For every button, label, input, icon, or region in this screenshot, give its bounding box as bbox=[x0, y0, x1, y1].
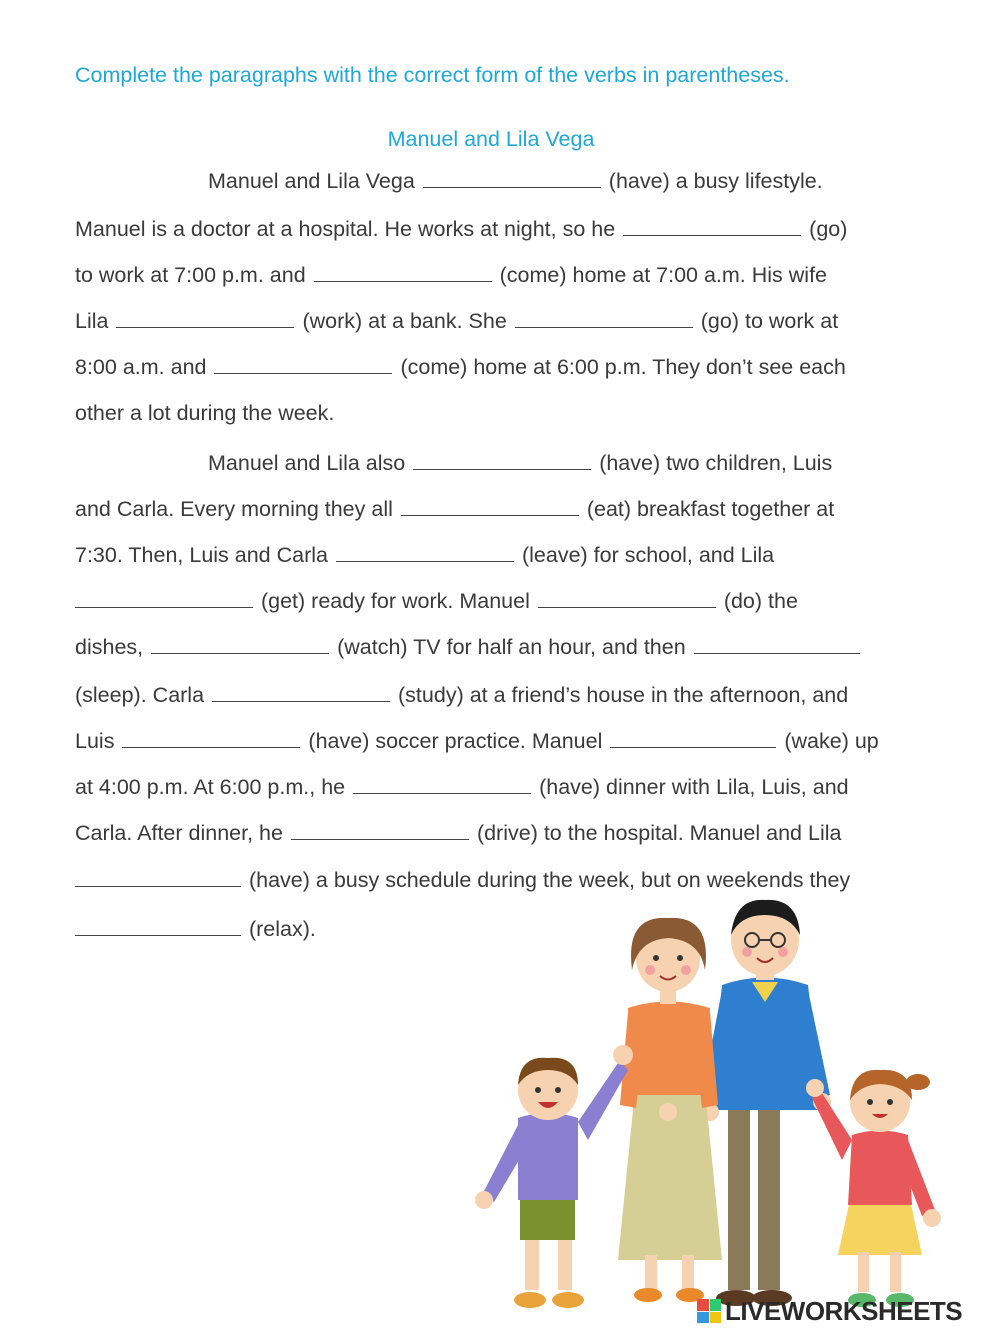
answer-blank[interactable] bbox=[314, 261, 492, 282]
answer-blank[interactable] bbox=[413, 449, 591, 470]
boy-figure bbox=[475, 1045, 633, 1308]
text-line: (relax). bbox=[75, 915, 316, 943]
text-line: Manuel and Lila Vega (have) a busy lifestyle. bbox=[208, 169, 823, 193]
liveworksheets-watermark bbox=[697, 1296, 962, 1326]
text-line: Manuel and Lila also (have) two children, Luis bbox=[208, 451, 833, 475]
answer-blank[interactable] bbox=[401, 495, 579, 516]
answer-blank[interactable] bbox=[515, 307, 693, 328]
answer-blank[interactable] bbox=[151, 633, 329, 654]
answer-blank[interactable] bbox=[75, 587, 253, 608]
answer-blank[interactable] bbox=[75, 915, 241, 936]
worksheet-title: Manuel and Lila Vega bbox=[387, 127, 595, 151]
text-line: Lila (work) at a bank. She (go) to work at bbox=[75, 309, 839, 333]
liveworksheets-logo-icon bbox=[697, 1299, 721, 1323]
text-line: 8:00 a.m. and (come) home at 6:00 p.m. They don’t see each bbox=[75, 355, 846, 379]
answer-blank[interactable] bbox=[75, 866, 241, 887]
answer-blank[interactable] bbox=[291, 819, 469, 840]
answer-blank[interactable] bbox=[336, 541, 514, 562]
text-line: Manuel is a doctor at a hospital. He works at night, so he (go) bbox=[75, 217, 848, 241]
answer-blank[interactable] bbox=[694, 633, 860, 654]
text-line: and Carla. Every morning they all (eat) breakfast together at bbox=[75, 497, 835, 521]
instructions: Complete the paragraphs with the correct form of the verbs in parentheses. bbox=[75, 63, 790, 87]
girl-figure bbox=[806, 1070, 941, 1307]
text-line: to work at 7:00 p.m. and (come) home at 7:00 a.m. His wife bbox=[75, 263, 828, 287]
answer-blank[interactable] bbox=[623, 215, 801, 236]
mother-figure bbox=[618, 918, 722, 1302]
answer-blank[interactable] bbox=[212, 681, 390, 702]
watermark-text: LIVEWORKSHEETS bbox=[725, 1295, 963, 1326]
answer-blank[interactable] bbox=[116, 307, 294, 328]
text-line: at 4:00 p.m. At 6:00 p.m., he (have) dinner with Lila, Luis, and bbox=[75, 775, 849, 799]
text-line: (have) a busy schedule during the week, but on weekends they bbox=[75, 866, 850, 894]
text-line: Luis (have) soccer practice. Manuel (wake) up bbox=[75, 729, 879, 753]
family-illustration-icon bbox=[460, 890, 980, 1330]
answer-blank[interactable] bbox=[538, 587, 716, 608]
answer-blank[interactable] bbox=[610, 727, 776, 748]
answer-blank[interactable] bbox=[353, 773, 531, 794]
text-line: (get) ready for work. Manuel (do) the bbox=[75, 587, 798, 615]
text-line: other a lot during the week. bbox=[75, 401, 335, 425]
answer-blank[interactable] bbox=[423, 167, 601, 188]
text-line: (sleep). Carla (study) at a friend’s house in the afternoon, and bbox=[75, 683, 849, 707]
text-line: Carla. After dinner, he (drive) to the hospital. Manuel and Lila bbox=[75, 821, 842, 845]
text-line: dishes, (watch) TV for half an hour, and then bbox=[75, 633, 862, 661]
answer-blank[interactable] bbox=[122, 727, 300, 748]
answer-blank[interactable] bbox=[214, 353, 392, 374]
text-line: 7:30. Then, Luis and Carla (leave) for school, and Lila bbox=[75, 543, 775, 567]
